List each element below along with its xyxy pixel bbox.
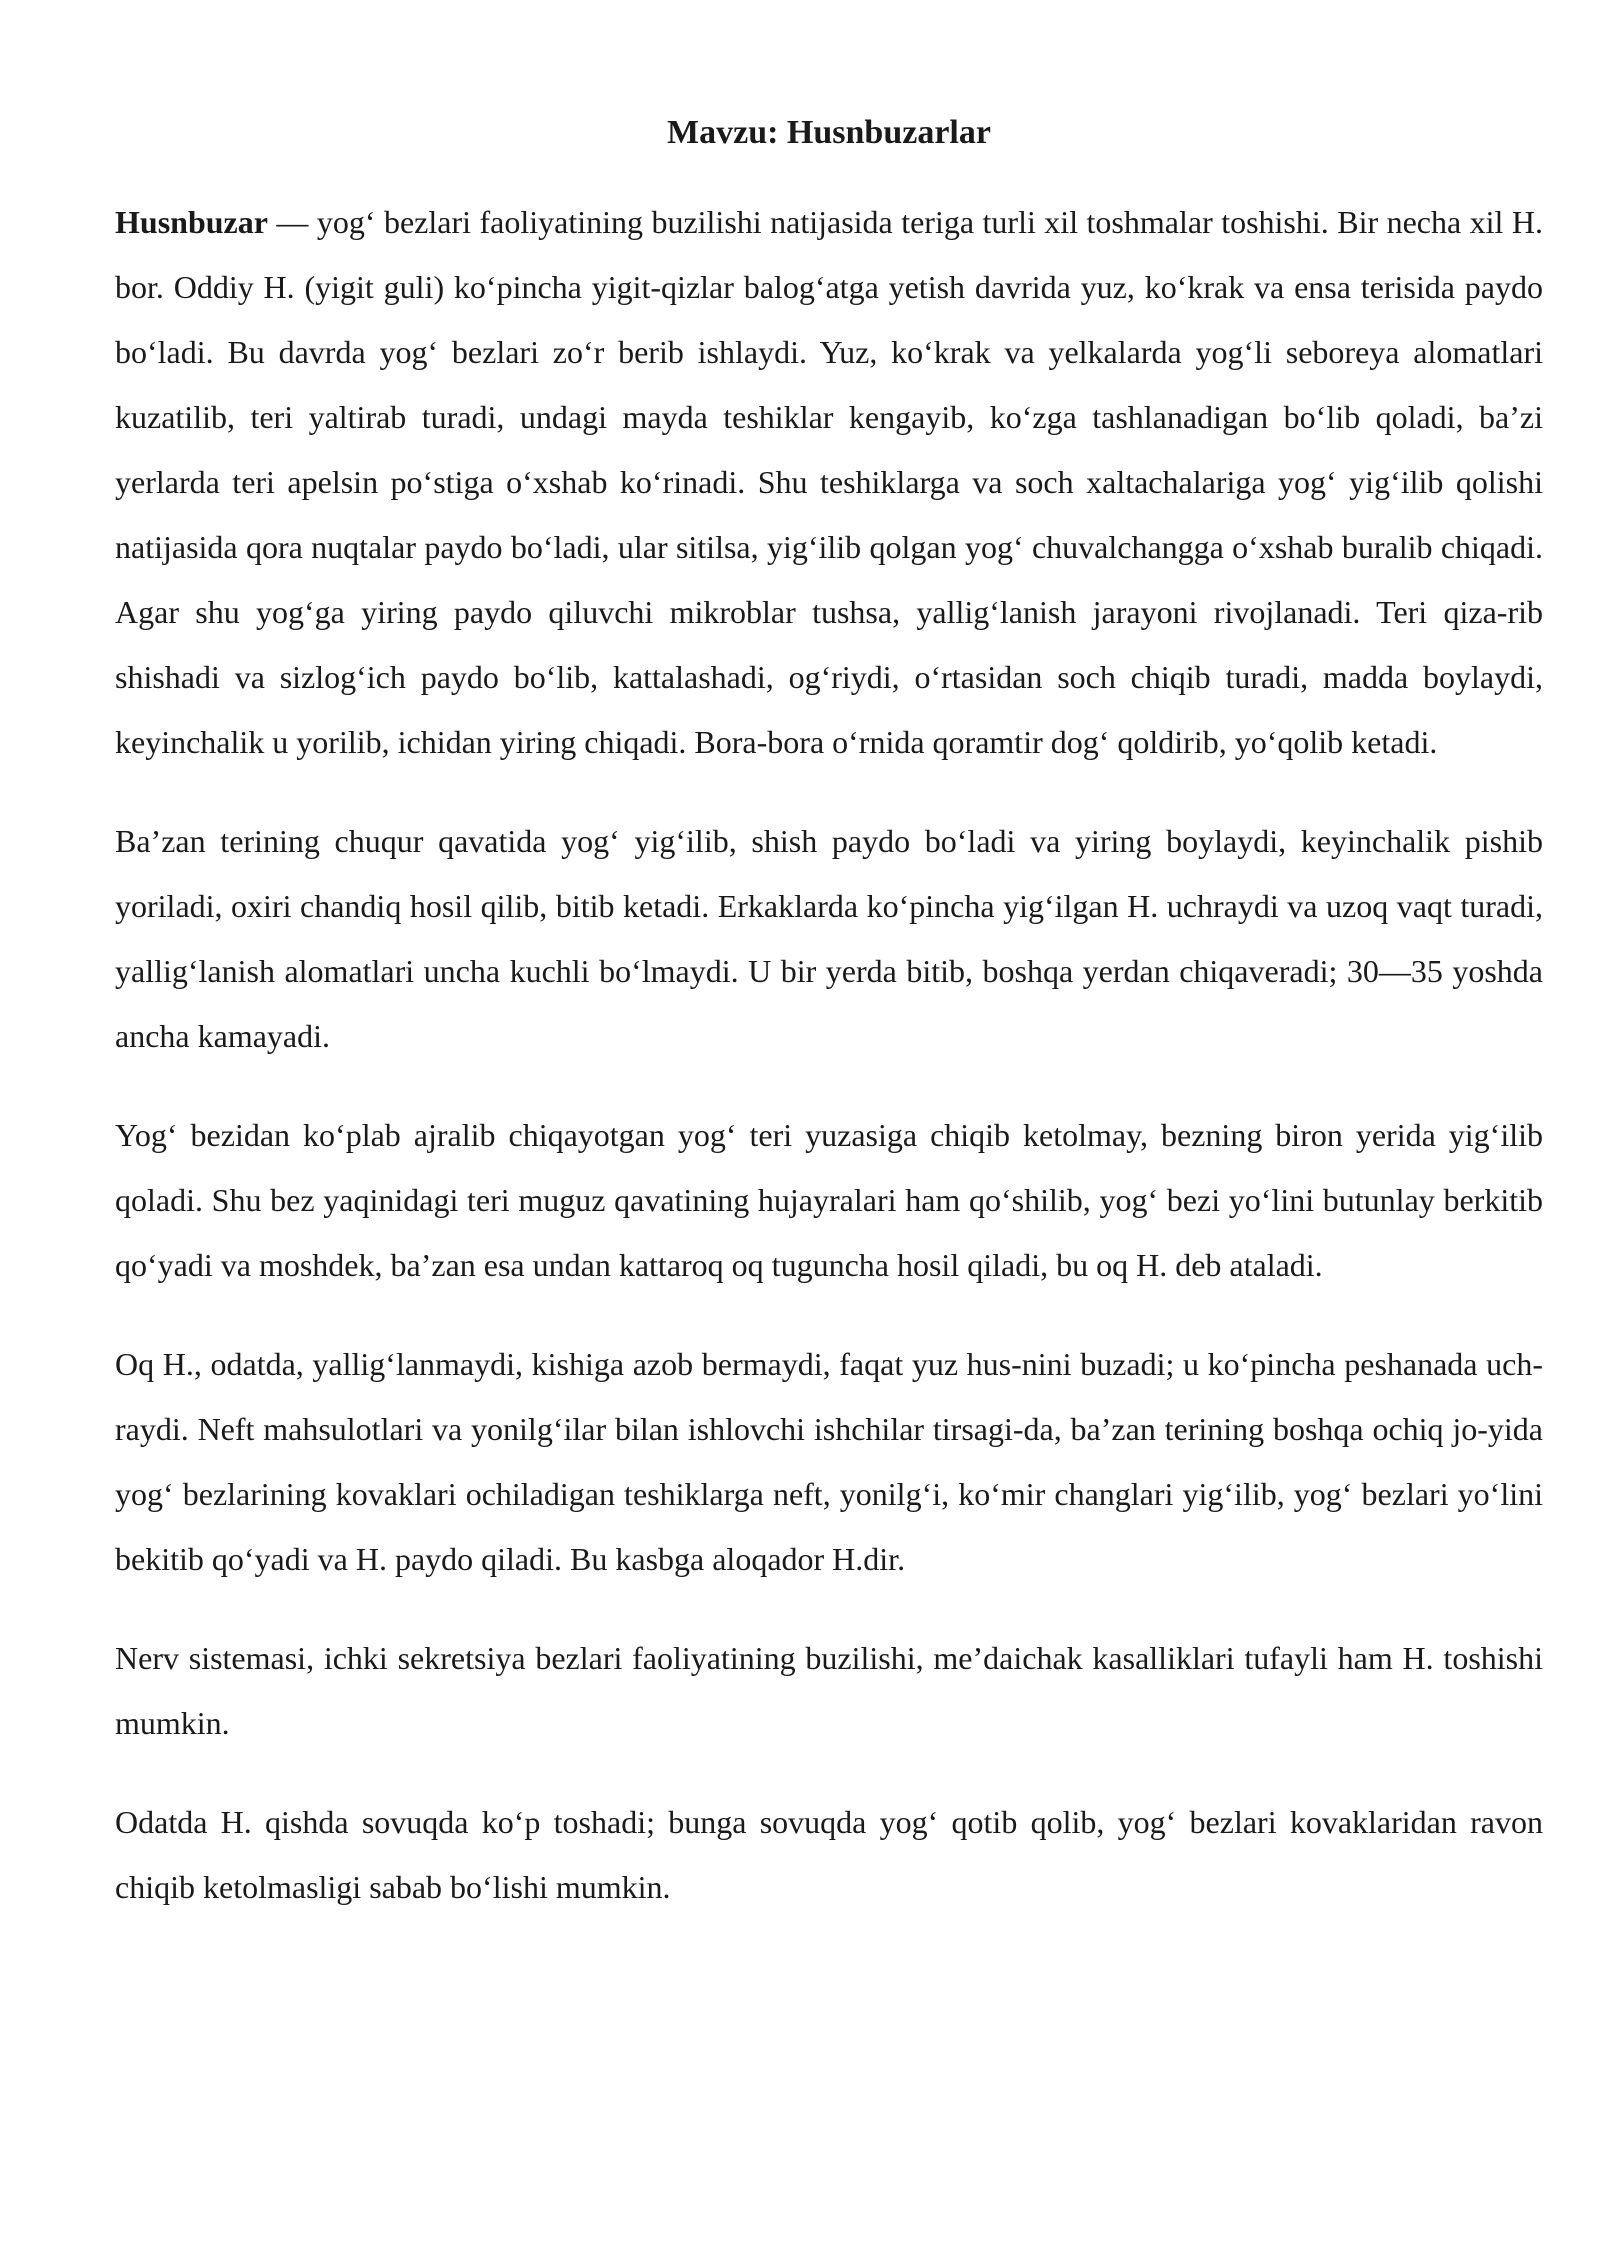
document-title: Mavzu: Husnbuzarlar (667, 114, 991, 151)
paragraph-2: Ba’zan terining chuqur qavatida yog‘ yig‘ilib, shish paydo bo‘ladi va yiring boylaydi, keyinchalik pishib yoriladi, oxiri chandiq hosil qilib, bitib ketadi. Erkaklarda ko‘pincha yig‘ilgan H. uchraydi va uzoq vaqt turadi, yallig‘lanish alomatlari uncha kuchli bo‘lmaydi. U bir yerda bitib, boshqa yerdan chiqaveradi; 30—35 yoshda ancha kamayadi. (115, 823, 1543, 1054)
term-heading: Husnbuzar (115, 204, 268, 240)
paragraph-5: Nerv sistemasi, ichki sekretsiya bezlari faoliyatining buzilishi, me’daichak kasalliklari tufayli ham H. toshishi mumkin. (115, 1640, 1543, 1741)
paragraph-6: Odatda H. qishda sovuqda ko‘p toshadi; bunga sovuqda yog‘ qotib qolib, yog‘ bezlari kovaklaridan ravon chiqib ketolmasligi sabab bo‘lishi mumkin. (115, 1804, 1543, 1905)
paragraph-1 (115, 190, 1543, 775)
paragraph-1-text: — yog‘ bezlari faoliyatining buzilishi natijasida teriga turli xil toshmalar toshishi. Bir necha xil H. bor. Oddiy H. (yigit guli) ko‘pincha yigit-qizlar balog‘atga yetish davrida yuz, ko‘krak va ensa terisida paydo bo‘ladi. Bu davrda yog‘ bezlari zo‘r berib ishlaydi. Yuz, ko‘krak va yelkalarda yog‘li seboreya alomatlari kuzatilib, teri yaltirab turadi, undagi mayda teshiklar kengayib, ko‘zga tashlanadigan bo‘lib qoladi, ba’zi yerlarda teri apelsin po‘stiga o‘xshab ko‘rinadi. Shu teshiklarga va soch xaltachalariga yog‘ yig‘ilib qolishi natijasida qora nuqtalar paydo bo‘ladi, ular sitilsa, yig‘ilib qolgan yog‘ chuvalchangga o‘xshab buralib chiqadi. Agar shu yog‘ga yiring paydo qiluvchi mikroblar tushsa, yallig‘lanish jarayoni rivojlanadi. Teri qiza-rib shishadi va sizlog‘ich paydo bo‘lib, kattalashadi, og‘riydi, o‘rtasidan soch chiqib turadi, madda boylaydi, keyinchalik u yorilib, ichidan yiring chiqadi. Bora-bora o‘rnida qoramtir dog‘ qoldirib, yo‘qolib ketadi. (115, 204, 1543, 760)
document-page (115, 108, 1543, 1954)
paragraph-4: Oq H., odatda, yallig‘lanmaydi, kishiga azob bermaydi, faqat yuz hus-nini buzadi; u ko‘pincha peshanada uch-raydi. Neft mahsulotlari va yonilg‘ilar bilan ishlovchi ishchilar tirsagi-da, ba’zan terining boshqa ochiq jo-yida yog‘ bezlarining kovaklari ochiladigan teshiklarga neft, yonilg‘i, ko‘mir changlari yig‘ilib, yog‘ bezlari yo‘lini bekitib qo‘yadi va H. paydo qiladi. Bu kasbga aloqador H.dir. (115, 1346, 1543, 1577)
paragraph-3: Yog‘ bezidan ko‘plab ajralib chiqayotgan yog‘ teri yuzasiga chiqib ketolmay, bezning biron yerida yig‘ilib qoladi. Shu bez yaqinidagi teri muguz qavatining hujayralari ham qo‘shilib, yog‘ bezi yo‘lini butunlay berkitib qo‘yadi va moshdek, ba’zan esa undan kattaroq oq tuguncha hosil qiladi, bu oq H. deb ataladi. (115, 1117, 1543, 1283)
